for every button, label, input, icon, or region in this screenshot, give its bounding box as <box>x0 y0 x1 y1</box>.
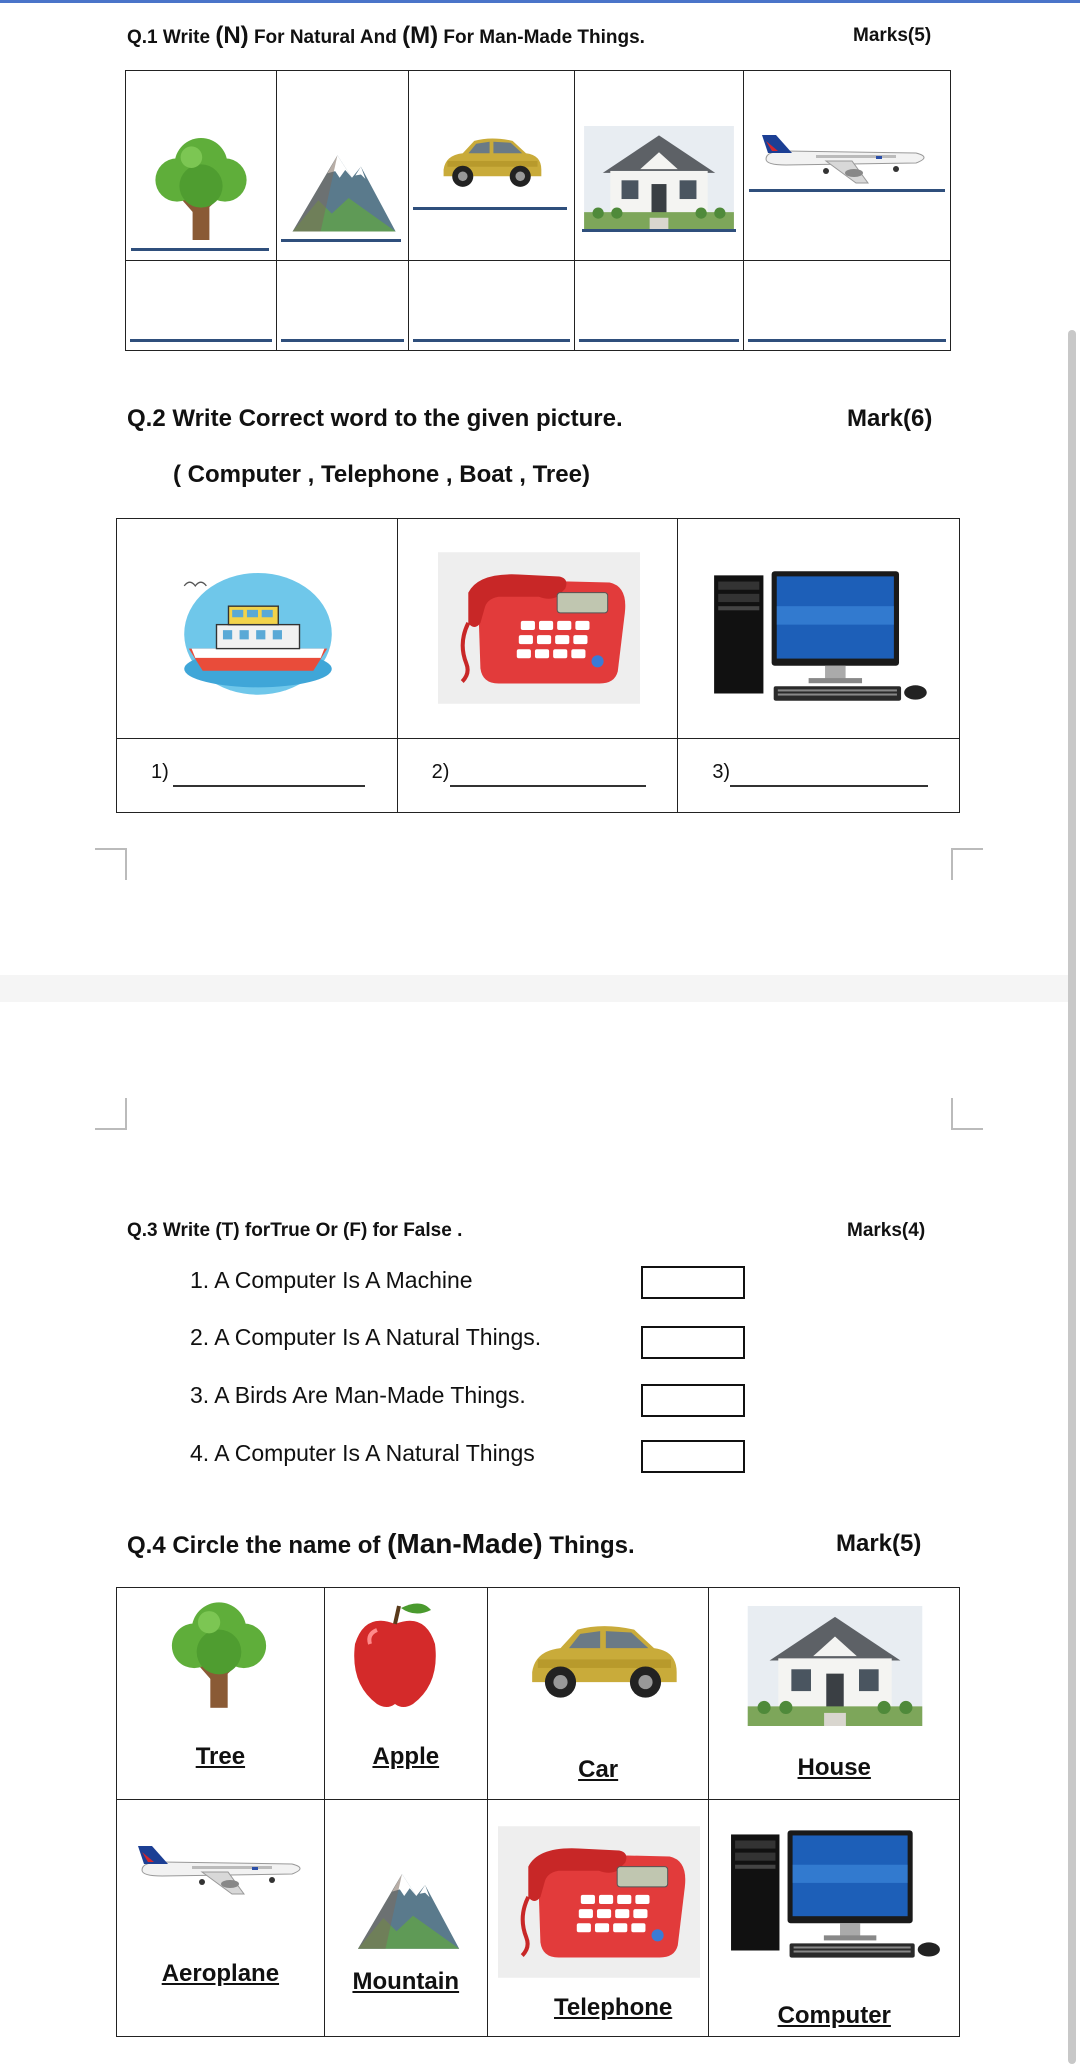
page-corner-mark <box>95 848 127 880</box>
q1-answer-line <box>130 339 272 342</box>
q1-title-prefix: Q.1 Write <box>127 27 211 48</box>
q4-label-car[interactable]: Car <box>578 1756 619 1783</box>
aeroplane-image <box>132 1840 312 1900</box>
q2-answer-number: 2) <box>431 761 450 783</box>
q3-item-4: 4. A Computer Is A Natural Things <box>190 1440 535 1466</box>
q1-answer-cell[interactable] <box>744 261 951 351</box>
q3-title: Q.3 Write (T) forTrue Or (F) for False . <box>127 1220 463 1241</box>
q2-cell-boat <box>117 519 398 739</box>
q4-label-telephone[interactable]: Telephone <box>554 1994 673 2021</box>
q4-title-suffix: Things. <box>549 1532 635 1559</box>
q4-marks: Mark(5) <box>836 1530 922 1557</box>
q2-word-bank: ( Computer , Telephone , Boat , Tree) <box>173 461 590 488</box>
q4-cell-computer <box>709 1800 960 2037</box>
q1-answer-line <box>413 339 570 342</box>
q4-cell-tree <box>117 1588 325 1800</box>
q4-label-house[interactable]: House <box>797 1754 871 1781</box>
q1-image-underline <box>749 189 945 192</box>
apple-image <box>345 1594 445 1714</box>
q4-label-tree[interactable]: Tree <box>195 1743 246 1770</box>
q1-cell-tree <box>126 71 277 261</box>
q3-marks: Marks(4) <box>847 1220 926 1241</box>
q1-answer-cell[interactable] <box>126 261 277 351</box>
q1-answer-line <box>748 339 946 342</box>
aeroplane-image <box>756 129 936 189</box>
computer-image <box>727 1824 949 1966</box>
q4-cell-car <box>487 1588 709 1800</box>
q1-cell-house <box>575 71 744 261</box>
q4-label-mountain[interactable]: Mountain <box>352 1968 460 1995</box>
q2-answer-cell-2[interactable] <box>397 739 678 813</box>
q2-answer-line <box>730 785 928 787</box>
q1-image-underline <box>131 248 269 251</box>
car-image <box>434 126 549 194</box>
car-image <box>518 1608 688 1708</box>
computer-image <box>710 565 936 709</box>
q1-m-letter: (M) <box>402 22 439 49</box>
q3-item-2: 2. A Computer Is A Natural Things. <box>190 1324 542 1350</box>
q4-cell-house <box>709 1588 960 1800</box>
q3-answer-box-3[interactable] <box>641 1384 745 1417</box>
q1-image-underline <box>582 229 736 232</box>
boat-image <box>175 567 341 697</box>
q4-cell-aeroplane <box>117 1800 325 2037</box>
q2-answer-number: 1) <box>151 761 169 783</box>
q1-answer-cell[interactable] <box>408 261 574 351</box>
q2-cell-telephone <box>397 519 678 739</box>
q4-cell-apple <box>324 1588 487 1800</box>
q1-title-mid: For Natural And <box>253 27 397 48</box>
q4-table <box>116 1587 960 2037</box>
scrollbar[interactable] <box>1068 330 1076 2064</box>
top-accent-line <box>0 0 1080 3</box>
q1-cell-car <box>408 71 574 261</box>
tree-image <box>141 126 261 246</box>
page-corner-mark <box>951 848 983 880</box>
q2-marks: Mark(6) <box>847 405 933 432</box>
q1-cell-aeroplane <box>744 71 951 261</box>
q1-answer-line <box>281 339 403 342</box>
q1-cell-mountain <box>277 71 408 261</box>
q4-cell-mountain <box>324 1800 487 2037</box>
q4-highlight: (Man-Made) <box>387 1528 543 1559</box>
q4-label-computer[interactable]: Computer <box>777 2002 891 2029</box>
q1-title <box>127 22 645 50</box>
q2-answer-number: 3) <box>712 761 731 783</box>
q2-title: Q.2 Write Correct word to the given picture. <box>127 405 623 432</box>
q4-label-aeroplane[interactable]: Aeroplane <box>161 1960 280 1987</box>
mountain-image <box>350 1852 465 1962</box>
q3-answer-box-2[interactable] <box>641 1326 745 1359</box>
q3-item-3: 3. A Birds Are Man-Made Things. <box>190 1382 526 1408</box>
q1-image-underline <box>413 207 567 210</box>
q2-answer-cell-3[interactable] <box>678 739 960 813</box>
q3-item-1: 1. A Computer Is A Machine <box>190 1267 473 1293</box>
tree-image <box>157 1590 281 1714</box>
q1-image-underline <box>281 239 401 242</box>
q3-answer-box-1[interactable] <box>641 1266 745 1299</box>
page-corner-mark <box>95 1098 127 1130</box>
telephone-image <box>498 1826 700 1978</box>
q4-title-prefix: Q.4 Circle the name of <box>127 1532 381 1559</box>
page-break-gap <box>0 975 1070 1002</box>
q1-n-letter: (N) <box>215 22 249 49</box>
q1-title-suffix: For Man-Made Things. <box>443 27 645 48</box>
mountain-image <box>287 133 399 245</box>
q1-table <box>125 70 951 351</box>
q1-answer-line <box>579 339 739 342</box>
house-image <box>739 1606 931 1726</box>
q2-answer-line <box>173 785 365 787</box>
q1-answer-cell[interactable] <box>575 261 744 351</box>
q2-cell-computer <box>678 519 960 739</box>
q2-table <box>116 518 960 813</box>
q1-answer-cell[interactable] <box>277 261 408 351</box>
house-image <box>584 126 734 229</box>
q1-marks: Marks(5) <box>853 25 932 46</box>
q4-cell-telephone <box>487 1800 709 2037</box>
q4-title <box>127 1528 635 1560</box>
q4-label-apple[interactable]: Apple <box>372 1743 440 1770</box>
q3-answer-box-4[interactable] <box>641 1440 745 1473</box>
page-corner-mark <box>951 1098 983 1130</box>
telephone-image <box>438 552 640 704</box>
q2-answer-cell-1[interactable] <box>117 739 398 813</box>
q2-answer-line <box>450 785 646 787</box>
